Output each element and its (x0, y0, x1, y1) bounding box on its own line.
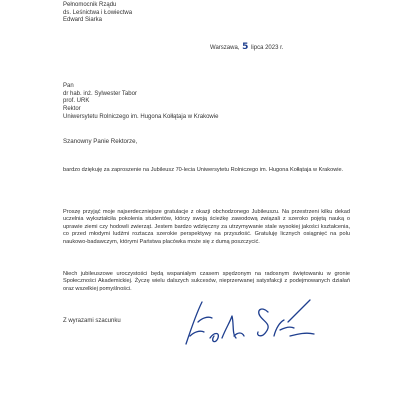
salutation: Szanowny Panie Rektorze, (63, 138, 138, 145)
paragraph-congratulations: Proszę przyjąć moje najserdeczniejsze gratulacje z okazji obchodzonego Jubileuszu. Na przestrzeni kilku dekad uczelnia wykształciła pokolenia studentów, którzy swoją ścieżkę zawodową związali z szeroko pojętą nauką o uprawie ziemi czy hodowli zwierząt. Jestem bardzo wdzięczny za utrzymywanie stale wysokiej jakości kształcenia, co przed młodymi ludźmi roztacza szerokie perspektywy na przyszłość. Gratuluję licznych osiągnięć na polu naukowo-badawczym, którymi Państwa placówka może się z dumą poszczycić. (63, 209, 350, 245)
date-day-handwritten: 5 (242, 42, 249, 52)
recipient-position: Rektor (63, 106, 81, 113)
recipient-salutation-title: Pan (63, 83, 74, 89)
sender-department: ds. Leśnictwa i Łowiectwa (63, 9, 133, 16)
closing-phrase: Z wyrazami szacunku (63, 318, 121, 324)
sender-name: Edward Siarka (63, 17, 103, 23)
sender-block (63, 2, 132, 25)
paragraph-thanks: bardzo dziękuję za zaproszenie na Jubileusz 70-lecia Uniwersytetu Rolniczego im. Hugona Kołłątaja w Krakowie. (63, 167, 344, 173)
sender-title: Pełnomocnik Rządu (63, 2, 117, 8)
recipient-block (63, 83, 218, 122)
recipient-institution: Uniwersytetu Rolniczego im. Hugona Kołłątaja w Krakowie (63, 113, 219, 120)
handwritten-signature (176, 292, 326, 352)
letter-date (210, 42, 283, 52)
date-month-year: lipca 2023 r. (251, 45, 284, 51)
paragraph-wishes: Niech jubileuszowe uroczystości będą wspaniałym czasem spędzonym na radosnym świętowaniu w gronie Społeczności Akademickiej. Życzę wielu dalszych sukcesów, nieprzerwanej satysfakcji z podejmowanych działań oraz wszelkiej pomyślności. (63, 271, 350, 292)
date-place: Warszawa, (210, 45, 240, 51)
recipient-academic-title: prof. URK (63, 98, 90, 105)
recipient-name: dr hab. inż. Sylwester Tabor (63, 90, 137, 97)
